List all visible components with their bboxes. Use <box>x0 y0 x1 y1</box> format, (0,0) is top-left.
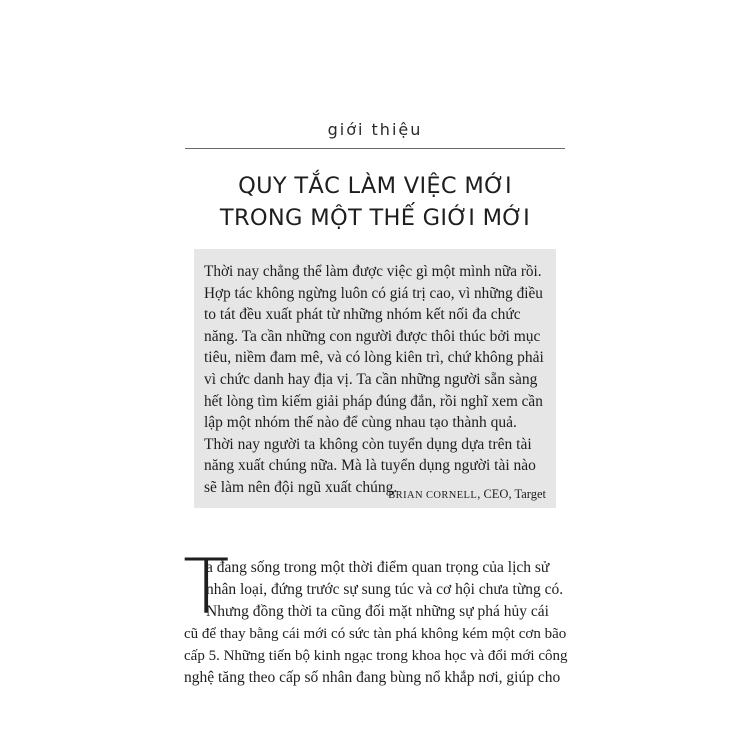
quote-line: lập một nhóm thế nào để cùng nhau tạo thành quả. <box>204 414 517 432</box>
header-rule <box>185 148 565 149</box>
quote-line: vì chức danh hay địa vị. Ta cần những người sẵn sàng <box>204 370 538 388</box>
chapter-title <box>185 170 565 234</box>
quote-line: hết lòng tìm kiếm giải pháp đúng đắn, rồi nghĩ xem cần <box>204 392 543 410</box>
quote-line: Thời nay người ta không còn tuyển dụng dựa trên tài <box>204 435 532 453</box>
quote-line: Hợp tác không ngừng luôn có giá trị cao, vì những điều <box>204 284 543 302</box>
body-line: Nhưng đồng thời ta cũng đối mặt những sự phá hủy cái <box>206 603 549 620</box>
quote-attribution <box>388 487 546 502</box>
chapter-title-line: TRONG MỘT THẾ GIỚI MỚI <box>219 205 531 231</box>
chapter-label: giới thiệu <box>327 120 423 139</box>
quote-line: tiêu, niềm đam mê, và có lòng kiên trì, chứ không phải <box>204 349 544 367</box>
quote-line: sẽ làm nên đội ngũ xuất chúng. <box>204 478 398 496</box>
quote-line: Thời nay chẳng thể làm được việc gì một mình nữa rồi. <box>204 263 542 280</box>
body-line: nhân loại, đứng trước sự sung túc và cơ hội chưa từng có. <box>206 581 564 598</box>
quote-line: năng xuất chúng nữa. Mà là tuyển dụng người tài nào <box>204 457 536 475</box>
quote-author-role: , CEO, Target <box>477 487 546 501</box>
quote-line: to tát đều xuất phát từ những nhóm kết nối đa chức <box>204 306 521 324</box>
body-line: nghệ tăng theo cấp số nhân đang bùng nổ khắp nơi, giúp cho <box>184 669 561 686</box>
drop-cap: T <box>183 542 230 631</box>
quote-line: năng. Ta cần những con người được thôi thúc bởi mục <box>204 327 541 345</box>
epigraph-quote-box <box>194 249 556 508</box>
body-line: a đang sống trong một thời điểm quan trọng của lịch sử <box>206 559 550 576</box>
body-line: cũ để thay bằng cái mới có sức tàn phá không kém một cơn bão <box>184 626 567 642</box>
body-line: cấp 5. Những tiến bộ kinh ngạc trong khoa học và đổi mới công <box>184 648 568 664</box>
quote-author: BRIAN CORNELL <box>388 490 478 501</box>
chapter-title-line: QUY TẮC LÀM VIỆC MỚI <box>238 173 512 199</box>
